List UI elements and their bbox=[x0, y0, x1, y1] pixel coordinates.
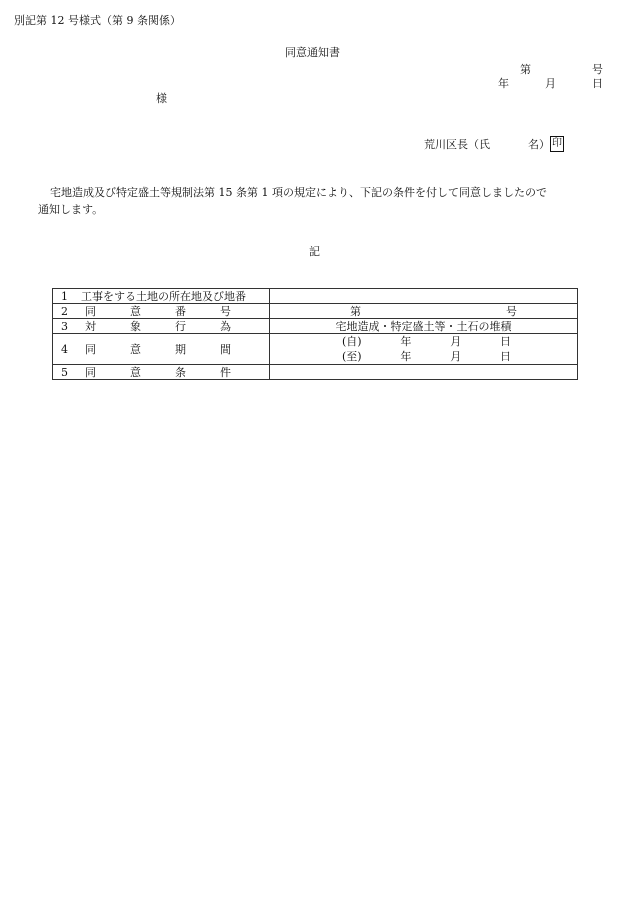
row-label: 対 象 行 為 bbox=[85, 319, 231, 333]
target-activity: 宅地造成・特定盛土等・土石の堆積 bbox=[335, 319, 512, 333]
form-label: 別記第 12 号様式（第 9 条関係） bbox=[14, 14, 181, 27]
row-value-cell bbox=[270, 289, 578, 304]
row-label: 同 意 期 間 bbox=[85, 342, 231, 356]
body-paragraph bbox=[38, 184, 598, 218]
row-label-cell bbox=[53, 304, 270, 319]
row-number: 2 bbox=[61, 304, 68, 318]
row-label: 工事をする土地の所在地及び地番 bbox=[81, 289, 246, 303]
number-suffix: 号 bbox=[506, 304, 517, 318]
row-number: 3 bbox=[61, 319, 68, 333]
row-number: 5 bbox=[61, 365, 68, 379]
row-value-cell bbox=[270, 319, 578, 334]
row-number: 4 bbox=[61, 342, 68, 356]
seal-mark: 印 bbox=[550, 136, 564, 152]
date-year-label: 年 bbox=[498, 77, 509, 90]
number-prefix: 第 bbox=[350, 304, 361, 318]
doc-number-suffix: 号 bbox=[592, 63, 603, 76]
row-label: 同 意 番 号 bbox=[85, 304, 231, 318]
row-value-cell bbox=[270, 334, 578, 365]
table-row bbox=[53, 365, 578, 380]
row-label-cell bbox=[53, 289, 270, 304]
document-title: 同意通知書 bbox=[285, 46, 340, 59]
row-label-cell bbox=[53, 365, 270, 380]
table-row bbox=[53, 304, 578, 319]
issuer-name-suffix: 名） bbox=[528, 138, 550, 151]
row-label: 同 意 条 件 bbox=[85, 365, 231, 379]
date-day-label: 日 bbox=[592, 77, 603, 90]
body-line-2: 通知します。 bbox=[38, 203, 104, 216]
notice-table bbox=[52, 288, 578, 380]
doc-number-prefix: 第 bbox=[520, 63, 531, 76]
addressee-suffix: 様 bbox=[156, 92, 167, 105]
row-number: 1 bbox=[61, 289, 68, 303]
table-row bbox=[53, 319, 578, 334]
row-label-cell bbox=[53, 319, 270, 334]
period-to: (至) 年 月 日 bbox=[342, 350, 511, 363]
table-row bbox=[53, 289, 578, 304]
ki-heading: 記 bbox=[309, 245, 320, 258]
row-value-cell bbox=[270, 304, 578, 319]
body-line-1: 宅地造成及び特定盛土等規制法第 15 条第 1 項の規定により、下記の条件を付して同意しましたので bbox=[50, 186, 547, 199]
row-label-cell bbox=[53, 334, 270, 365]
row-value-cell bbox=[270, 365, 578, 380]
issuer-label: 荒川区長（氏 bbox=[424, 138, 490, 151]
table-row bbox=[53, 334, 578, 365]
date-month-label: 月 bbox=[545, 77, 556, 90]
period-from: (自) 年 月 日 bbox=[342, 335, 511, 348]
